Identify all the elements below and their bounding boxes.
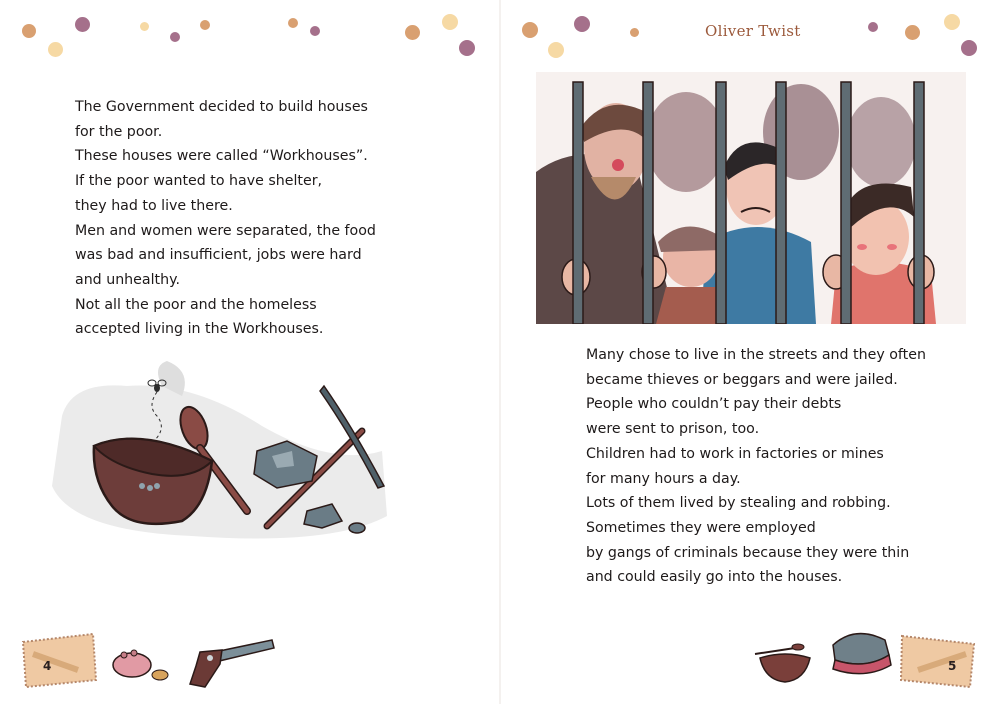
dot — [522, 22, 538, 38]
text-line: accepted living in the Workhouses. — [75, 321, 324, 338]
text-line: The Government decided to build houses — [75, 99, 368, 115]
dot — [200, 20, 210, 30]
dot — [140, 22, 149, 31]
dot — [905, 25, 920, 40]
text-line: became thieves or beggars and were jailed. — [586, 371, 898, 388]
text-line: for many hours a day. — [586, 470, 741, 487]
dot — [630, 28, 639, 37]
text-line: by gangs of criminals because they were thin — [586, 544, 910, 561]
dot — [868, 22, 878, 32]
dot — [288, 18, 298, 28]
pistol-icon — [180, 632, 280, 692]
page-number: 5 — [948, 659, 957, 673]
text-line: If the poor wanted to have shelter, — [75, 173, 323, 190]
decorative-dots-left — [0, 0, 500, 70]
left-page-text — [75, 95, 376, 342]
text-line: Men and women were separated, the food — [75, 222, 376, 239]
dot — [442, 14, 458, 30]
text-line: These houses were called “Workhouses”. — [75, 148, 368, 165]
parcel-icon — [18, 632, 100, 690]
text-line: Not all the poor and the homeless — [75, 296, 317, 313]
dot — [22, 24, 36, 38]
bowl-and-spoon-icon — [750, 640, 820, 685]
dot — [75, 17, 90, 32]
dot — [48, 42, 63, 57]
text-line: People who couldn’t pay their debts — [586, 396, 842, 413]
page-number-badge-right — [898, 632, 980, 690]
dot — [944, 14, 960, 30]
text-line: was bad and insufficient, jobs were hard — [75, 247, 362, 264]
parcel-icon — [898, 632, 980, 690]
dot — [548, 42, 564, 58]
running-title: Oliver Twist — [705, 22, 801, 40]
right-page-text — [586, 343, 926, 590]
dot — [170, 32, 180, 42]
page-number: 4 — [43, 659, 52, 673]
dot — [310, 26, 320, 36]
text-line: they had to live there. — [75, 197, 233, 214]
prison-bars-illustration — [536, 72, 966, 324]
text-line: Many chose to live in the streets and they often — [586, 347, 926, 363]
dot — [574, 16, 590, 32]
text-line: Children had to work in factories or mines — [586, 445, 884, 462]
workhouse-tools-illustration — [32, 356, 402, 546]
text-line: and unhealthy. — [75, 271, 180, 288]
text-line: Lots of them lived by stealing and robbing. — [586, 495, 891, 512]
coin-purse-icon — [110, 645, 172, 685]
cap-icon — [825, 625, 895, 680]
text-line: and could easily go into the houses. — [586, 569, 843, 586]
page-number-badge-left — [18, 632, 100, 690]
dot — [405, 25, 420, 40]
dot — [961, 40, 977, 56]
right-page — [500, 0, 1000, 704]
dot — [459, 40, 475, 56]
text-line: Sometimes they were employed — [586, 519, 816, 536]
text-line: for the poor. — [75, 123, 163, 140]
text-line: were sent to prison, too. — [586, 421, 760, 438]
